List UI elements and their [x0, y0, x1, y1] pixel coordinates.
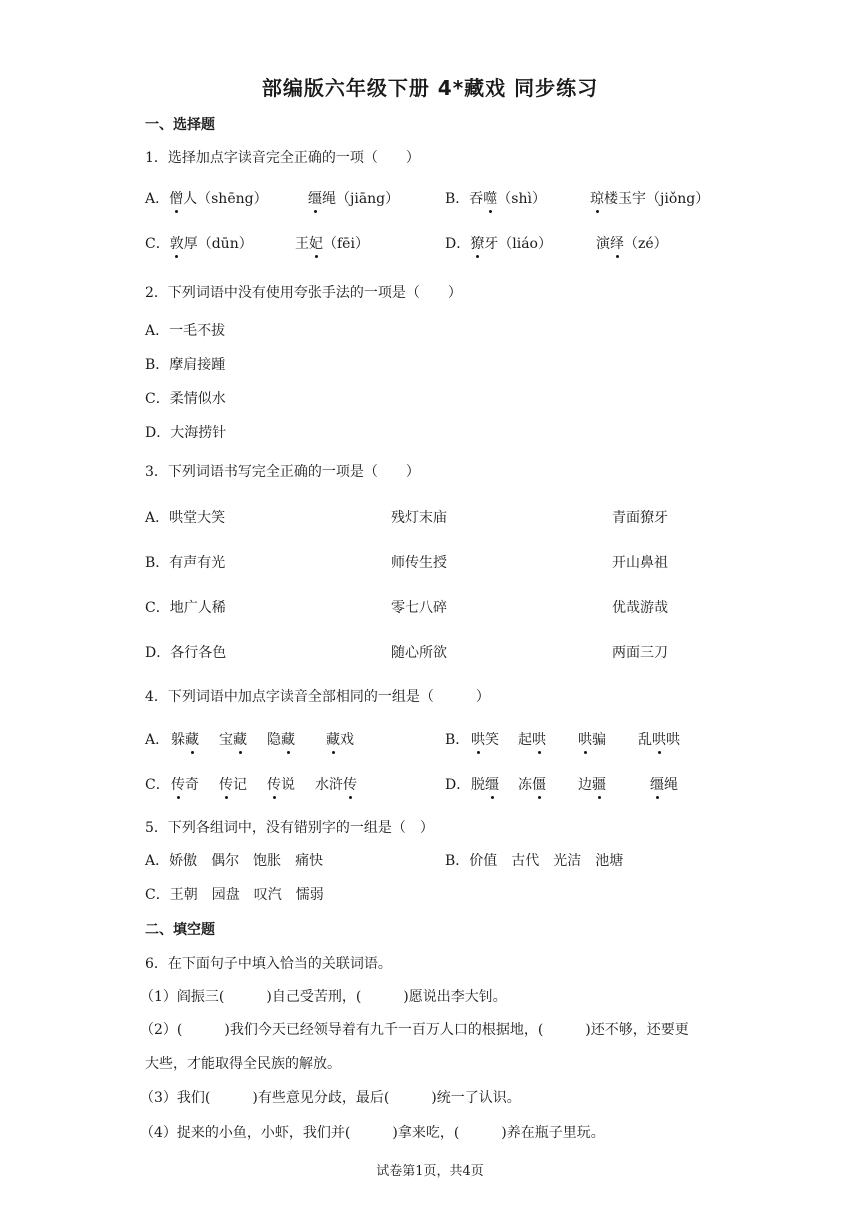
q3-cell: B．有声有光 — [145, 555, 226, 571]
q4-row-cd — [0, 774, 860, 796]
q1-option-b1: B．吞噬（shì） — [445, 191, 546, 207]
q5-stem: 5．下列各组词中，没有错别字的一组是（ ） — [145, 820, 434, 836]
q4-word: 缰绳 — [650, 777, 678, 793]
q4-word: 藏戏 — [326, 732, 354, 748]
q1-row-ab — [0, 188, 860, 210]
q1-option-d1: D．獠牙（liáo） — [445, 236, 552, 252]
q4-option-a-label: A． — [145, 732, 170, 748]
q5-option-a: A．娇傲 偶尔 饱胀 痛快 — [145, 853, 324, 869]
q3-cell: 青面獠牙 — [612, 510, 668, 526]
page-footer: 试卷第1页，共4页 — [376, 1164, 484, 1179]
page-title: 部编版六年级下册 4*藏戏 同步练习 — [261, 76, 599, 100]
q4-word: 边疆 — [578, 777, 606, 793]
q4-word: 哄笑 — [471, 732, 499, 748]
q3-cell: 随心所欲 — [391, 645, 447, 661]
q4-word: 脱缰 — [471, 777, 499, 793]
q3-row-b — [0, 552, 860, 574]
q5-option-c: C．王朝 园盘 叹汽 懦弱 — [145, 887, 324, 903]
q4-word: 隐藏 — [267, 732, 295, 748]
q2-option-c: C．柔情似水 — [145, 391, 226, 407]
q4-word: 传奇 — [171, 777, 199, 793]
q4-word: 躲藏 — [171, 732, 199, 748]
section-fill: 二、填空题 — [145, 922, 215, 938]
q4-word: 乱哄哄 — [638, 732, 680, 748]
q1-option-a1: A．僧人（shēng） — [145, 191, 268, 207]
q6-sentence-2: （2）( )我们今天已经领导着有九千一百万人口的根据地，( )还不够，还要更 — [140, 1022, 689, 1038]
q5-option-b: B．价值 古代 光洁 池塘 — [445, 853, 624, 869]
q4-word: 传记 — [219, 777, 247, 793]
q3-cell: 零七八碎 — [391, 600, 447, 616]
q3-cell: 残灯末庙 — [391, 510, 447, 526]
q1-option-c2: 王妃（fēi） — [295, 236, 369, 252]
q1-stem: 1．选择加点字读音完全正确的一项（ ） — [145, 150, 420, 166]
q4-row-ab — [0, 729, 860, 751]
q4-word: 冻僵 — [518, 777, 546, 793]
q3-cell: D．各行各色 — [145, 645, 227, 661]
q6-sentence-4: （4）捉来的小鱼，小虾，我们并( )拿来吃，( )养在瓶子里玩。 — [140, 1125, 605, 1141]
q4-word: 传说 — [267, 777, 295, 793]
q4-stem: 4．下列词语中加点字读音全部相同的一组是（ ） — [145, 689, 490, 705]
section-choice: 一、选择题 — [145, 117, 215, 133]
q4-word: 哄骗 — [578, 732, 606, 748]
q6-sentence-1: （1）阎振三( )自己受苦刑，( )愿说出李大钊。 — [140, 989, 507, 1005]
q3-cell: A．哄堂大笑 — [145, 510, 226, 526]
q4-word: 宝藏 — [219, 732, 247, 748]
q6-sentence-3: （3）我们( )有些意见分歧，最后( )统一了认识。 — [140, 1090, 521, 1106]
q4-option-c-label: C． — [145, 777, 170, 793]
q2-option-b: B．摩肩接踵 — [145, 357, 226, 373]
q3-cell: 优哉游哉 — [612, 600, 668, 616]
q3-cell: 开山鼻祖 — [612, 555, 668, 571]
q3-row-a — [0, 507, 860, 529]
q6-stem: 6．在下面句子中填入恰当的关联词语。 — [145, 956, 392, 972]
q4-word: 起哄 — [518, 732, 546, 748]
q1-option-c1: C．敦厚（dūn） — [145, 236, 253, 252]
q2-stem: 2．下列词语中没有使用夸张手法的一项是（ ） — [145, 285, 462, 301]
q3-cell: C．地广人稀 — [145, 600, 226, 616]
q4-option-d-label: D． — [445, 777, 471, 793]
q1-option-a2: 缰绳（jiāng） — [308, 191, 400, 207]
q2-option-a: A．一毛不拔 — [145, 323, 226, 339]
q4-option-b-label: B． — [445, 732, 470, 748]
q1-option-d2: 演绎（zé） — [596, 236, 668, 252]
q1-row-cd — [0, 233, 860, 255]
q2-option-d: D．大海捞针 — [145, 425, 227, 441]
q4-word: 水浒传 — [315, 777, 357, 793]
q3-row-d — [0, 642, 860, 664]
q6-sentence-2-cont: 大些，才能取得全民族的解放。 — [145, 1056, 341, 1072]
q1-option-b2: 琼楼玉宇（jiǒng） — [590, 191, 710, 207]
q3-cell: 师传生授 — [391, 555, 447, 571]
q3-row-c — [0, 597, 860, 619]
q3-cell: 两面三刀 — [612, 645, 668, 661]
q3-stem: 3．下列词语书写完全正确的一项是（ ） — [145, 464, 420, 480]
